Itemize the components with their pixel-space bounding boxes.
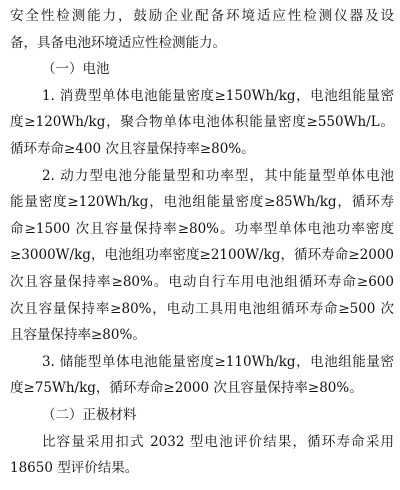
text-line: 2. 动力型电池分能量型和功率型，其中能量型单体电池 <box>42 167 394 184</box>
text-line: 1. 消费型单体电池能量密度≥150Wh/kg，电池组能量密 <box>42 87 394 104</box>
text-line: 循环寿命≥400 次且容量保持率≥80%。 <box>10 141 255 157</box>
text-line: 18650 型评价结果。 <box>10 460 139 477</box>
text-line: ≥3000W/kg，电池组功率密度≥2100W/kg，循环寿命≥2000 <box>10 247 394 264</box>
text-line: 安全性检测能力，鼓励企业配备环境适应性检测仪器及设 <box>10 8 394 24</box>
text-line: 度≥120Wh/kg，聚合物单体电池体积能量密度≥550Wh/L。 <box>10 114 394 131</box>
text-line: （一）电池 <box>42 61 110 78</box>
text-line: （二）正极材料 <box>42 407 137 423</box>
text-line: 比容量采用扣式 2032 型电池评价结果，循环寿命采用 <box>42 433 394 450</box>
text-line: 能量密度≥120Wh/kg，电池组能量密度≥85Wh/kg，循环寿 <box>10 194 394 211</box>
text-line: 命≥1500 次且容量保持率≥80%。功率型单体电池功率密度 <box>10 220 394 237</box>
text-line: 且容量保持率≥80%。 <box>10 327 146 344</box>
text-line: 备，具备电池环境适应性检测能力。 <box>10 34 226 51</box>
text-line: 次且容量保持率≥80%。电动自行车用电池组循环寿命≥600 <box>10 274 394 290</box>
text-line: 度≥75Wh/kg，循环寿命≥2000 次且容量保持率≥80%。 <box>10 380 363 397</box>
text-line: 3. 储能型单体电池能量密度≥110Wh/kg，电池组能量密 <box>42 353 394 370</box>
text-line: 次且容量保持率≥80%，电动工具用电池组循环寿命≥500 次 <box>10 300 394 317</box>
